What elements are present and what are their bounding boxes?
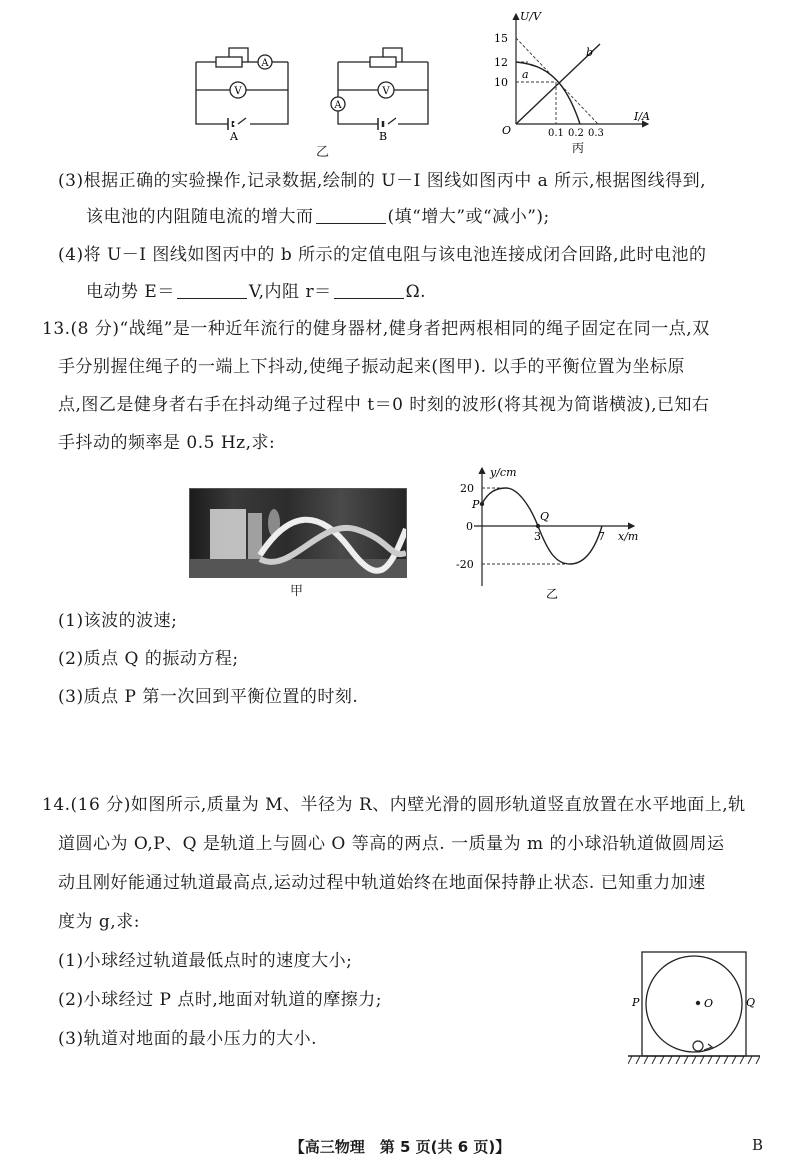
q14-line1: 14.(16 分)如图所示,质量为 M、半径为 R、内壁光滑的圆形轨道竖直放置在水平地面上,轨 (42, 795, 746, 815)
q14-line3: 动且刚好能通过轨道最高点,运动过程中轨道始终在地面保持静止状态. 已知重力加速 (58, 873, 706, 893)
wave-y-tick-neg20: -20 (456, 558, 474, 571)
q13-line2: 手分别握住绳子的一端上下抖动,使绳子振动起来(图甲). 以手的平衡位置为坐标原 (58, 357, 685, 377)
q12-part3-line2 (86, 206, 550, 228)
track-point-p: P (632, 996, 640, 1009)
bing-x-axis-label: I/A (634, 110, 650, 123)
bing-y-tick-15: 15 (494, 32, 508, 45)
bing-y-axis-label: U/V (520, 10, 541, 23)
q14-line4: 度为 g,求: (58, 912, 140, 932)
ammeter-label: A (261, 58, 269, 69)
q13-sub2: (2)质点 Q 的振动方程; (58, 649, 239, 669)
wave-point-q: Q (540, 510, 550, 523)
wave-y-axis-label: y/cm (490, 466, 517, 479)
bing-y-tick-12: 12 (494, 56, 508, 69)
bing-x-tick-0.2: 0.2 (568, 128, 584, 139)
q14-sub3: (3)轨道对地面的最小压力的大小. (58, 1029, 317, 1049)
voltmeter-label: V (234, 86, 242, 97)
wave-x-tick-7: 7 (598, 530, 605, 543)
q12-part4-line2 (86, 281, 426, 303)
wave-graph-yi (452, 462, 642, 602)
bing-origin-label: O (502, 124, 512, 137)
track-center-o: O (704, 997, 714, 1010)
circuit-b-diagram (326, 40, 436, 140)
wave-x-tick-3: 3 (534, 530, 541, 543)
wave-y-tick-20: 20 (460, 482, 474, 495)
rope-wave-icon (190, 489, 406, 577)
circuit-a-label: A (230, 130, 238, 140)
q14-sub2: (2)小球经过 P 点时,地面对轨道的摩擦力; (58, 990, 382, 1010)
q12-answer-blank-3[interactable] (334, 282, 404, 299)
wave-x-axis-label: x/m (618, 530, 639, 543)
q14-line2: 道圆心为 O,P、Q 是轨道上与圆心 O 等高的两点. 一质量为 m 的小球沿轨道做圆周运 (58, 834, 725, 854)
page-footer: 【高三物理 第 5 页(共 6 页)】 (289, 1138, 511, 1156)
circuit-a-diagram (188, 40, 298, 140)
battle-rope-photo (189, 488, 407, 578)
q13-line1: 13.(8 分)“战绳”是一种近年流行的健身器材,健身者把两根相同的绳子固定在同一点,双 (42, 319, 710, 339)
q12-part4-text-b: V,内阻 r＝ (248, 282, 332, 302)
track-point-q: Q (746, 996, 756, 1009)
q14-sub1: (1)小球经过轨道最低点时的速度大小; (58, 951, 353, 971)
bing-x-tick-0.1: 0.1 (548, 128, 564, 139)
q12-answer-blank-2[interactable] (177, 282, 247, 299)
q12-part3-text-b: (填“增大”或“减小”); (387, 207, 550, 227)
paper-version: B (752, 1136, 764, 1154)
q13-line3: 点,图乙是健身者右手在抖动绳子过程中 t＝0 时刻的波形(将其视为简谐横波),已知右 (58, 395, 710, 415)
ball-icon (693, 1041, 703, 1051)
bing-curve-a-label: a (522, 68, 529, 81)
q12-answer-blank-1[interactable] (316, 207, 386, 224)
bing-line-b-label: b (586, 46, 594, 59)
figure-yi-wave-caption: 乙 (546, 587, 559, 601)
ui-graph-bing (488, 6, 658, 154)
figure-jia-caption: 甲 (290, 584, 304, 599)
q12-part3-line1: (3)根据正确的实验操作,记录数据,绘制的 U－I 图线如图丙中 a 所示,根据图线得到, (58, 171, 706, 191)
figure-yi-caption: 乙 (316, 145, 330, 160)
bing-y-tick-10: 10 (494, 76, 508, 89)
bing-x-tick-0.3: 0.3 (588, 128, 604, 139)
q12-part3-text-a: 该电池的内阻随电流的增大而 (86, 207, 314, 227)
q12-part4-line1: (4)将 U－I 图线如图丙中的 b 所示的定值电阻与该电池连接成闭合回路,此时电池的 (58, 245, 707, 265)
q12-part4-text-c: Ω. (405, 282, 427, 302)
circuit-b-label: B (378, 130, 388, 140)
q12-part4-text-a: 电动势 E＝ (86, 282, 175, 302)
q13-sub3: (3)质点 P 第一次回到平衡位置的时刻. (58, 687, 359, 707)
wave-y-tick-0: 0 (466, 520, 473, 533)
figure-bing-caption: 丙 (572, 141, 585, 154)
ammeter-label: A (334, 100, 342, 111)
circular-track-diagram (628, 946, 760, 1070)
q13-line4: 手抖动的频率是 0.5 Hz,求: (58, 433, 276, 453)
q13-sub1: (1)该波的波速; (58, 611, 178, 631)
wave-point-p: P (472, 498, 480, 511)
voltmeter-label: V (382, 86, 390, 97)
